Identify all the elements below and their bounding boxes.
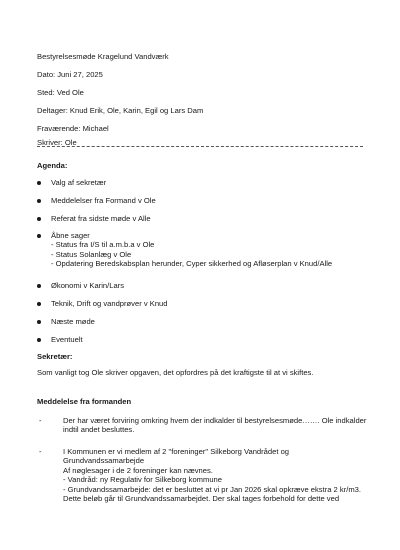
bullet-icon: [37, 234, 41, 238]
bullet-icon: [37, 302, 41, 306]
secretary-heading: Sekretær:: [37, 352, 73, 361]
bullet-icon: [37, 338, 41, 342]
absent: Fraværende: Michael: [37, 124, 109, 133]
document-title: Bestyrelsesmøde Kragelund Vandværk: [37, 52, 169, 61]
dash-marker: -: [39, 447, 42, 456]
separator-line: [37, 146, 363, 147]
bullet-icon: [37, 320, 41, 324]
secretary-text: Som vanligt tog Ole skriver opgaven, det opfordres på det kraftigste til at vi skiftes.: [37, 368, 314, 377]
open-case-sub: - Status Solanlæg v Ole: [51, 249, 132, 259]
agenda-heading: Agenda:: [37, 161, 68, 170]
writer: Skriver: Ole: [37, 138, 77, 147]
meeting-date: Dato: Juni 27, 2025: [37, 70, 103, 79]
bullet-icon: [37, 199, 41, 203]
bullet-icon: [37, 284, 41, 288]
open-case-sub: - Status fra I/S til a.m.b.a v Ole: [51, 240, 155, 250]
dash-marker: -: [39, 416, 42, 425]
bullet-icon: [37, 217, 41, 221]
chairman-heading: Meddelelse fra formanden: [37, 397, 132, 406]
bullet-icon: [37, 181, 41, 185]
meeting-place: Sted: Ved Ole: [37, 88, 84, 97]
open-case-sub: - Opdatering Beredskabsplan herunder, Cyper sikkerhed og Afløserplan v Knud/Alle: [51, 259, 333, 269]
participants: Deltager: Knud Erik, Ole, Karin, Egil og Lars Dam: [37, 106, 204, 115]
document-page: Bestyrelsesmøde Kragelund Vandværk Dato: Juni 27, 2025 Sted: Ved Ole Deltager: Knud Erik, Ole, Karin, Egil og Lars Dam Fraværende: Michael Skriver: Ole Agenda: Valg af sekretær Meddelelser fra Formand v Ole Referat fra sidste møde v Alle Åbne sager - Status fra I/S til a.m.b.a v Ole - Status Solanlæg v Ole - Opdatering Beredskabsplan herunder, Cyper sikkerhed og Afløserplan v Knud/Alle Økonomi v Karin/Lars Teknik, Drift og vandprøver v Knud Næste møde Eventuelt Sekretær: Som vanligt tog Ole skriver opgaven, det opfordres på det kraftigste til at vi skiftes. Meddelelse fra formanden - Der har været forviring omkring hvem der indkalder til bestyrelsesmøde……. Ole indkalder indtil andet besluttes. - I Kommunen er vi medlem af 2 "foreninger" Silkeborg Vandrådet og Grundvandssamarbejde Af nøglesager i de 2 foreninger kan nævnes. - Vandråd: ny Regulativ for Silkeborg kommune - Grundvandssamarbejde: det er besluttet at vi pr Jan 2026 skal opkræve ekstra 2 kr/m3. Dette beløb går til Grundvandssamarbejdet. Der skal tages forbehold for dette ved: [37, 52, 367, 504]
